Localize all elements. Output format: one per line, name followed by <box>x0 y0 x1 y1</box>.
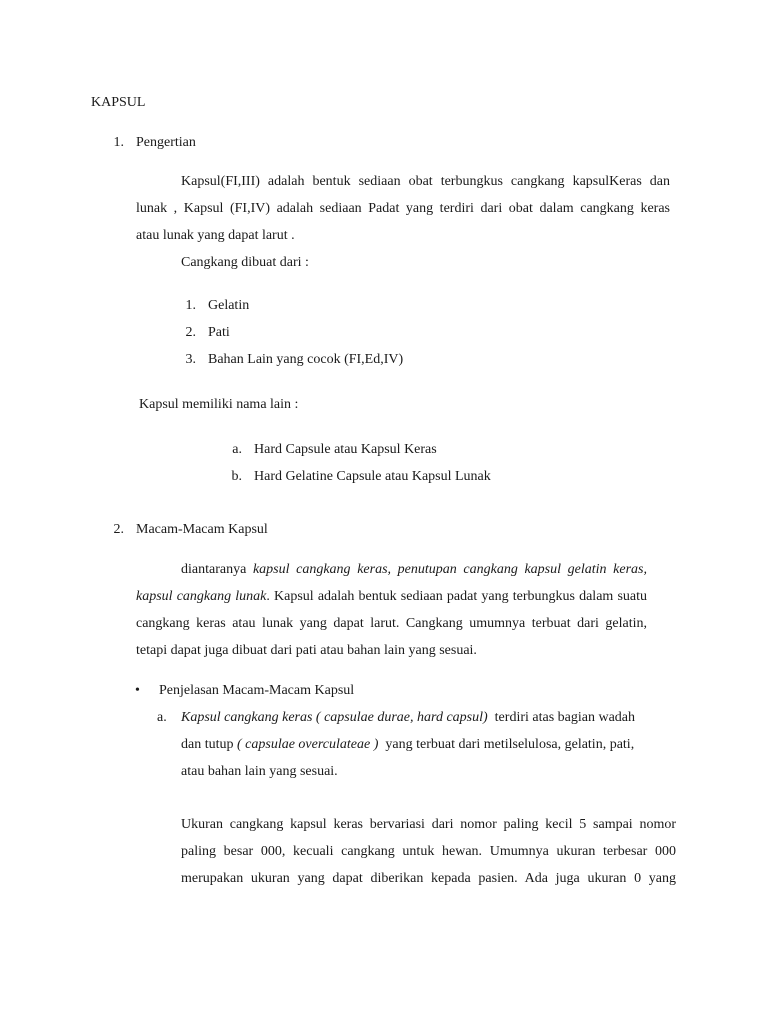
bullet-icon: • <box>135 683 140 698</box>
item-a-line-3: atau bahan lain yang sesuai. <box>181 764 338 779</box>
definition-line-2: lunak , Kapsul (FI,IV) adalah sediaan Padat yang terdiri dari obat dalam cangkang keras <box>136 201 670 216</box>
shell-list-marker: 2. <box>185 325 196 340</box>
shell-list-marker: 3. <box>185 352 196 367</box>
types-line-2: kapsul cangkang lunak. Kapsul adalah bentuk sediaan padat yang terbungkus dalam suatu <box>136 589 648 604</box>
other-names-marker: a. <box>232 442 242 457</box>
definition-line-1: Kapsul(FI,III) adalah bentuk sediaan obat terbungkus cangkang kapsulKeras dan <box>181 174 670 189</box>
item-a-line-2: dan tutup ( capsulae overculateae ) yang terbuat dari metilselulosa, gelatin, pati, <box>181 737 635 752</box>
types-line-4: tetapi dapat juga dibuat dari pati atau bahan lain yang sesuai. <box>136 643 477 658</box>
other-names-item: Hard Capsule atau Kapsul Keras <box>254 442 437 457</box>
item-a-line-1: Kapsul cangkang keras ( capsulae durae, hard capsul) terdiri atas bagian wadah <box>181 710 635 725</box>
other-names-item: Hard Gelatine Capsule atau Kapsul Lunak <box>254 469 491 484</box>
bullet-text: Penjelasan Macam-Macam Kapsul <box>159 683 355 698</box>
shell-list-item: Bahan Lain yang cocok (FI,Ed,IV) <box>208 352 404 367</box>
shell-list-item: Gelatin <box>208 298 250 313</box>
section-2-number: 2. <box>113 522 124 537</box>
section-2-heading: Macam-Macam Kapsul <box>136 522 268 537</box>
section-1-heading: Pengertian <box>136 135 196 150</box>
other-names-intro: Kapsul memiliki nama lain : <box>139 397 299 412</box>
types-line-3: cangkang keras atau lunak yang dapat larut. Cangkang umumnya terbuat dari gelatin, <box>136 616 647 631</box>
item-a-marker: a. <box>157 710 167 725</box>
types-line-1: diantaranya kapsul cangkang keras, penutupan cangkang kapsul gelatin keras, <box>181 562 648 577</box>
other-names-marker: b. <box>231 469 242 484</box>
size-line-3: merupakan ukuran yang dapat diberikan kepada pasien. Ada juga ukuran 0 yang <box>181 871 676 886</box>
size-line-2: paling besar 000, kecuali cangkang untuk hewan. Umumnya ukuran terbesar 000 <box>181 844 676 859</box>
size-line-1: Ukuran cangkang kapsul keras bervariasi dari nomor paling kecil 5 sampai nomor <box>181 817 676 832</box>
shell-list-marker: 1. <box>185 298 196 313</box>
section-1-number: 1. <box>113 135 124 150</box>
document-title: KAPSUL <box>91 95 146 110</box>
definition-line-3: atau lunak yang dapat larut . <box>136 228 295 243</box>
shell-intro: Cangkang dibuat dari : <box>181 255 309 270</box>
shell-list-item: Pati <box>208 325 230 340</box>
